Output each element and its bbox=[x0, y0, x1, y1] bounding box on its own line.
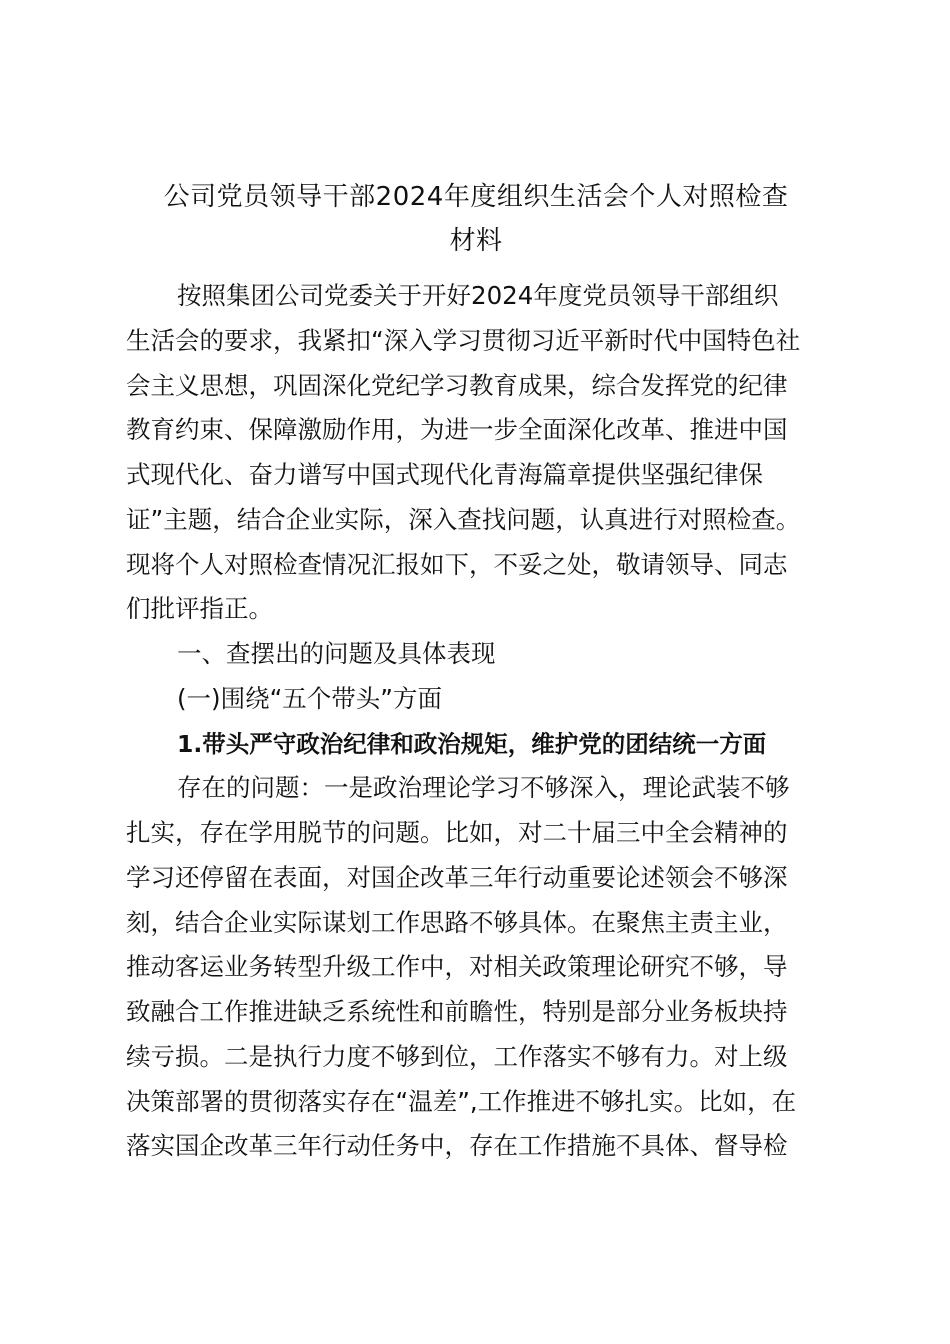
paragraph-line: 会主义思想，巩固深化党纪学习教育成果，综合发挥党的纪律 bbox=[126, 371, 788, 400]
paragraph-line: 按照集团公司党委关于开好2024年度党员领导干部组织 bbox=[177, 281, 779, 310]
paragraph-line: 们批评指正。 bbox=[126, 594, 273, 623]
paragraph-line: 学习还停留在表面，对国企改革三年行动重要论述领会不够深 bbox=[126, 863, 788, 892]
section-heading: 一、查摆出的问题及具体表现 bbox=[177, 639, 496, 668]
paragraph-line: 续亏损。二是执行力度不够到位，工作落实不够有力。对上级 bbox=[126, 1042, 788, 1071]
paragraph-line: 推动客运业务转型升级工作中，对相关政策理论研究不够，导 bbox=[126, 952, 788, 981]
item-heading: 1.带头严守政治纪律和政治规矩，维护党的团结统一方面 bbox=[177, 730, 767, 758]
paragraph-line: 扎实，存在学用脱节的问题。比如，对二十届三中全会精神的 bbox=[126, 818, 788, 847]
document-title bbox=[120, 175, 832, 263]
subsection-heading: (一)围绕“五个带头”方面 bbox=[177, 684, 443, 713]
paragraph-line: 生活会的要求，我紧扣“深入学习贯彻习近平新时代中国特色社 bbox=[126, 326, 801, 355]
paragraph-line: 刻，结合企业实际谋划工作思路不够具体。在聚焦主责主业， bbox=[126, 908, 788, 937]
paragraph-line: 式现代化、奋力谱写中国式现代化青海篇章提供坚强纪律保 bbox=[126, 460, 763, 489]
title-line-2: 材料 bbox=[449, 226, 503, 256]
paragraph-line: 决策部署的贯彻落实存在“温差”,工作推进不够扎实。比如，在 bbox=[126, 1087, 797, 1116]
paragraph-line: 致融合工作推进缺乏系统性和前瞻性，特别是部分业务板块持 bbox=[126, 997, 788, 1026]
title-line-1: 公司党员领导干部2024年度组织生活会个人对照检查 bbox=[163, 182, 789, 212]
paragraph-line: 现将个人对照检查情况汇报如下，不妥之处，敬请领导、同志 bbox=[126, 550, 788, 579]
paragraph-line: 教育约束、保障激励作用，为进一步全面深化改革、推进中国 bbox=[126, 415, 788, 444]
paragraph-line: 证”主题，结合企业实际，深入查找问题，认真进行对照检查。 bbox=[126, 505, 801, 534]
paragraph-line: 存在的问题：一是政治理论学习不够深入，理论武装不够 bbox=[177, 773, 790, 802]
paragraph-line: 落实国企改革三年行动任务中，存在工作措施不具体、督导检 bbox=[126, 1131, 788, 1160]
